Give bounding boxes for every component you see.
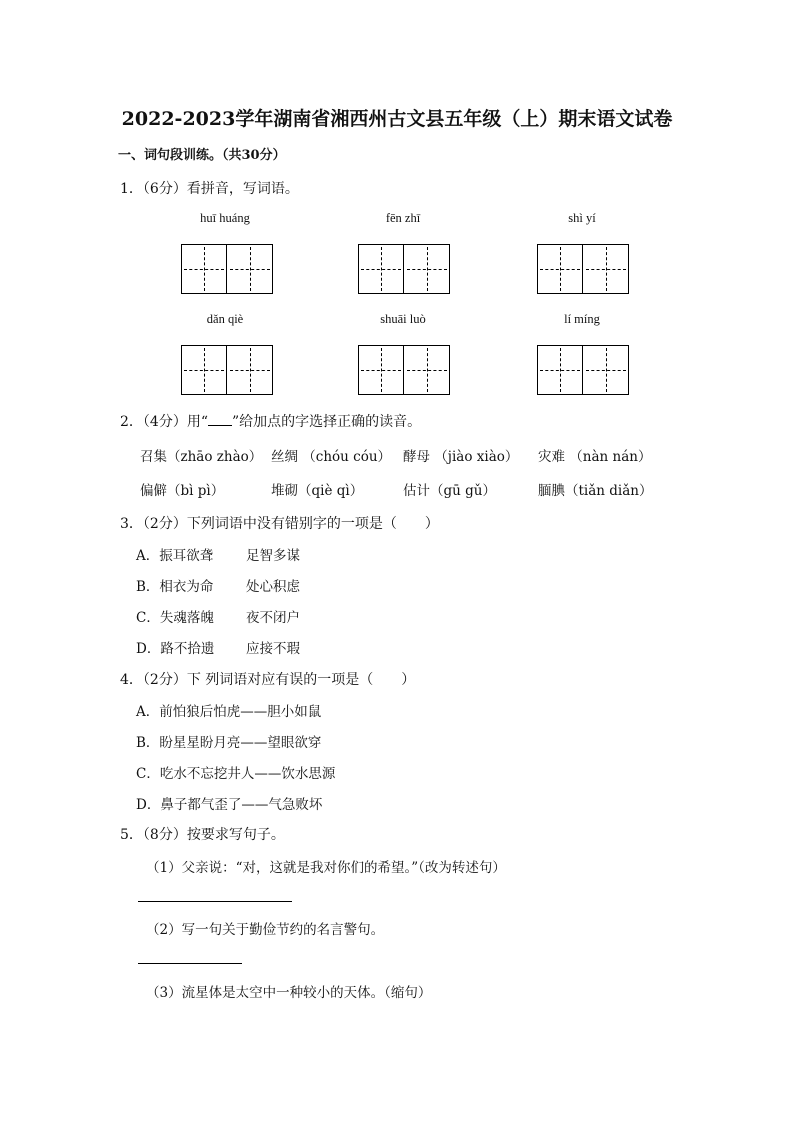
reading-item: 腼腆（tiǎn diǎn） bbox=[538, 483, 653, 499]
section-heading: 一、词句段训练。（共30分） bbox=[118, 148, 286, 163]
page-title: 2022-2023学年湖南省湘西州古文县五年级（上）期末语文试卷 bbox=[121, 108, 673, 130]
option-b-word-2: 处心积虑 bbox=[246, 579, 300, 595]
reading-item: 丝绸 （chóu cóu） bbox=[271, 449, 392, 465]
pinyin-label: fēn zhī bbox=[385, 211, 421, 225]
writing-grid[interactable] bbox=[537, 244, 629, 294]
writing-grid[interactable] bbox=[537, 345, 629, 395]
question-1-stem: 1．（6分）看拼音，写词语。 bbox=[120, 181, 299, 197]
writing-grid[interactable] bbox=[358, 345, 450, 395]
question-2-stem-start: 2．（4分）用“ bbox=[120, 414, 208, 430]
sub-question-2: （2）写一句关于勤俭节约的名言警句。 bbox=[146, 922, 385, 938]
answer-blank bbox=[208, 413, 232, 426]
writing-grid[interactable] bbox=[181, 345, 273, 395]
option-d[interactable]: D．鼻子都气歪了——气急败坏 bbox=[136, 797, 323, 813]
pinyin-label: shì yí bbox=[568, 211, 596, 225]
question-2-stem-end: ”给加点的字选择正确的读音。 bbox=[231, 414, 422, 430]
question-4-stem: 4．（2分）下 列词语对应有误的一项是（ ） bbox=[120, 672, 416, 688]
option-d[interactable]: D．路不拾遗 bbox=[136, 641, 215, 657]
option-c[interactable]: C．吃水不忘挖井人——饮水思源 bbox=[136, 766, 336, 782]
question-2-stem bbox=[120, 411, 421, 431]
option-c[interactable]: C．失魂落魄 bbox=[136, 610, 214, 626]
writing-grid[interactable] bbox=[358, 244, 450, 294]
pinyin-label: dǎn qiè bbox=[206, 312, 244, 326]
option-a-word-2: 足智多谋 bbox=[246, 548, 300, 564]
option-b[interactable]: B．盼星星盼月亮——望眼欲穿 bbox=[136, 735, 322, 751]
option-c-word-2: 夜不闭户 bbox=[246, 610, 300, 626]
reading-item: 堆砌（qiè qì） bbox=[271, 483, 364, 499]
pinyin-label: shuāi luò bbox=[380, 312, 426, 326]
option-a[interactable]: A．前怕狼后怕虎——胆小如鼠 bbox=[136, 704, 322, 720]
reading-item: 偏僻（bì pì） bbox=[140, 483, 225, 499]
writing-grid[interactable] bbox=[181, 244, 273, 294]
sub-question-3: （3）流星体是太空中一种较小的天体。（缩句） bbox=[146, 985, 432, 1001]
option-a[interactable]: A．振耳欲聋 bbox=[136, 548, 214, 564]
sub-question-1: （1）父亲说：“对，这就是我对你们的希望。”（改为转述句） bbox=[146, 860, 506, 876]
answer-line[interactable] bbox=[138, 901, 292, 902]
reading-item: 估计（gū gǔ） bbox=[403, 483, 496, 499]
reading-item: 酵母 （jiào xiào） bbox=[403, 449, 519, 465]
question-5-stem: 5．（8分）按要求写句子。 bbox=[120, 827, 285, 843]
pinyin-label: lí míng bbox=[564, 312, 600, 326]
option-b[interactable]: B．相衣为命 bbox=[136, 579, 214, 595]
reading-item: 灾难 （nàn nán） bbox=[538, 449, 652, 465]
option-d-word-2: 应接不瑕 bbox=[246, 641, 300, 657]
reading-item: 召集（zhāo zhào） bbox=[140, 449, 263, 465]
question-3-stem: 3．（2分）下列词语中没有错别字的一项是（ ） bbox=[120, 516, 439, 532]
pinyin-label: huī huáng bbox=[200, 211, 250, 225]
answer-line[interactable] bbox=[138, 963, 242, 964]
